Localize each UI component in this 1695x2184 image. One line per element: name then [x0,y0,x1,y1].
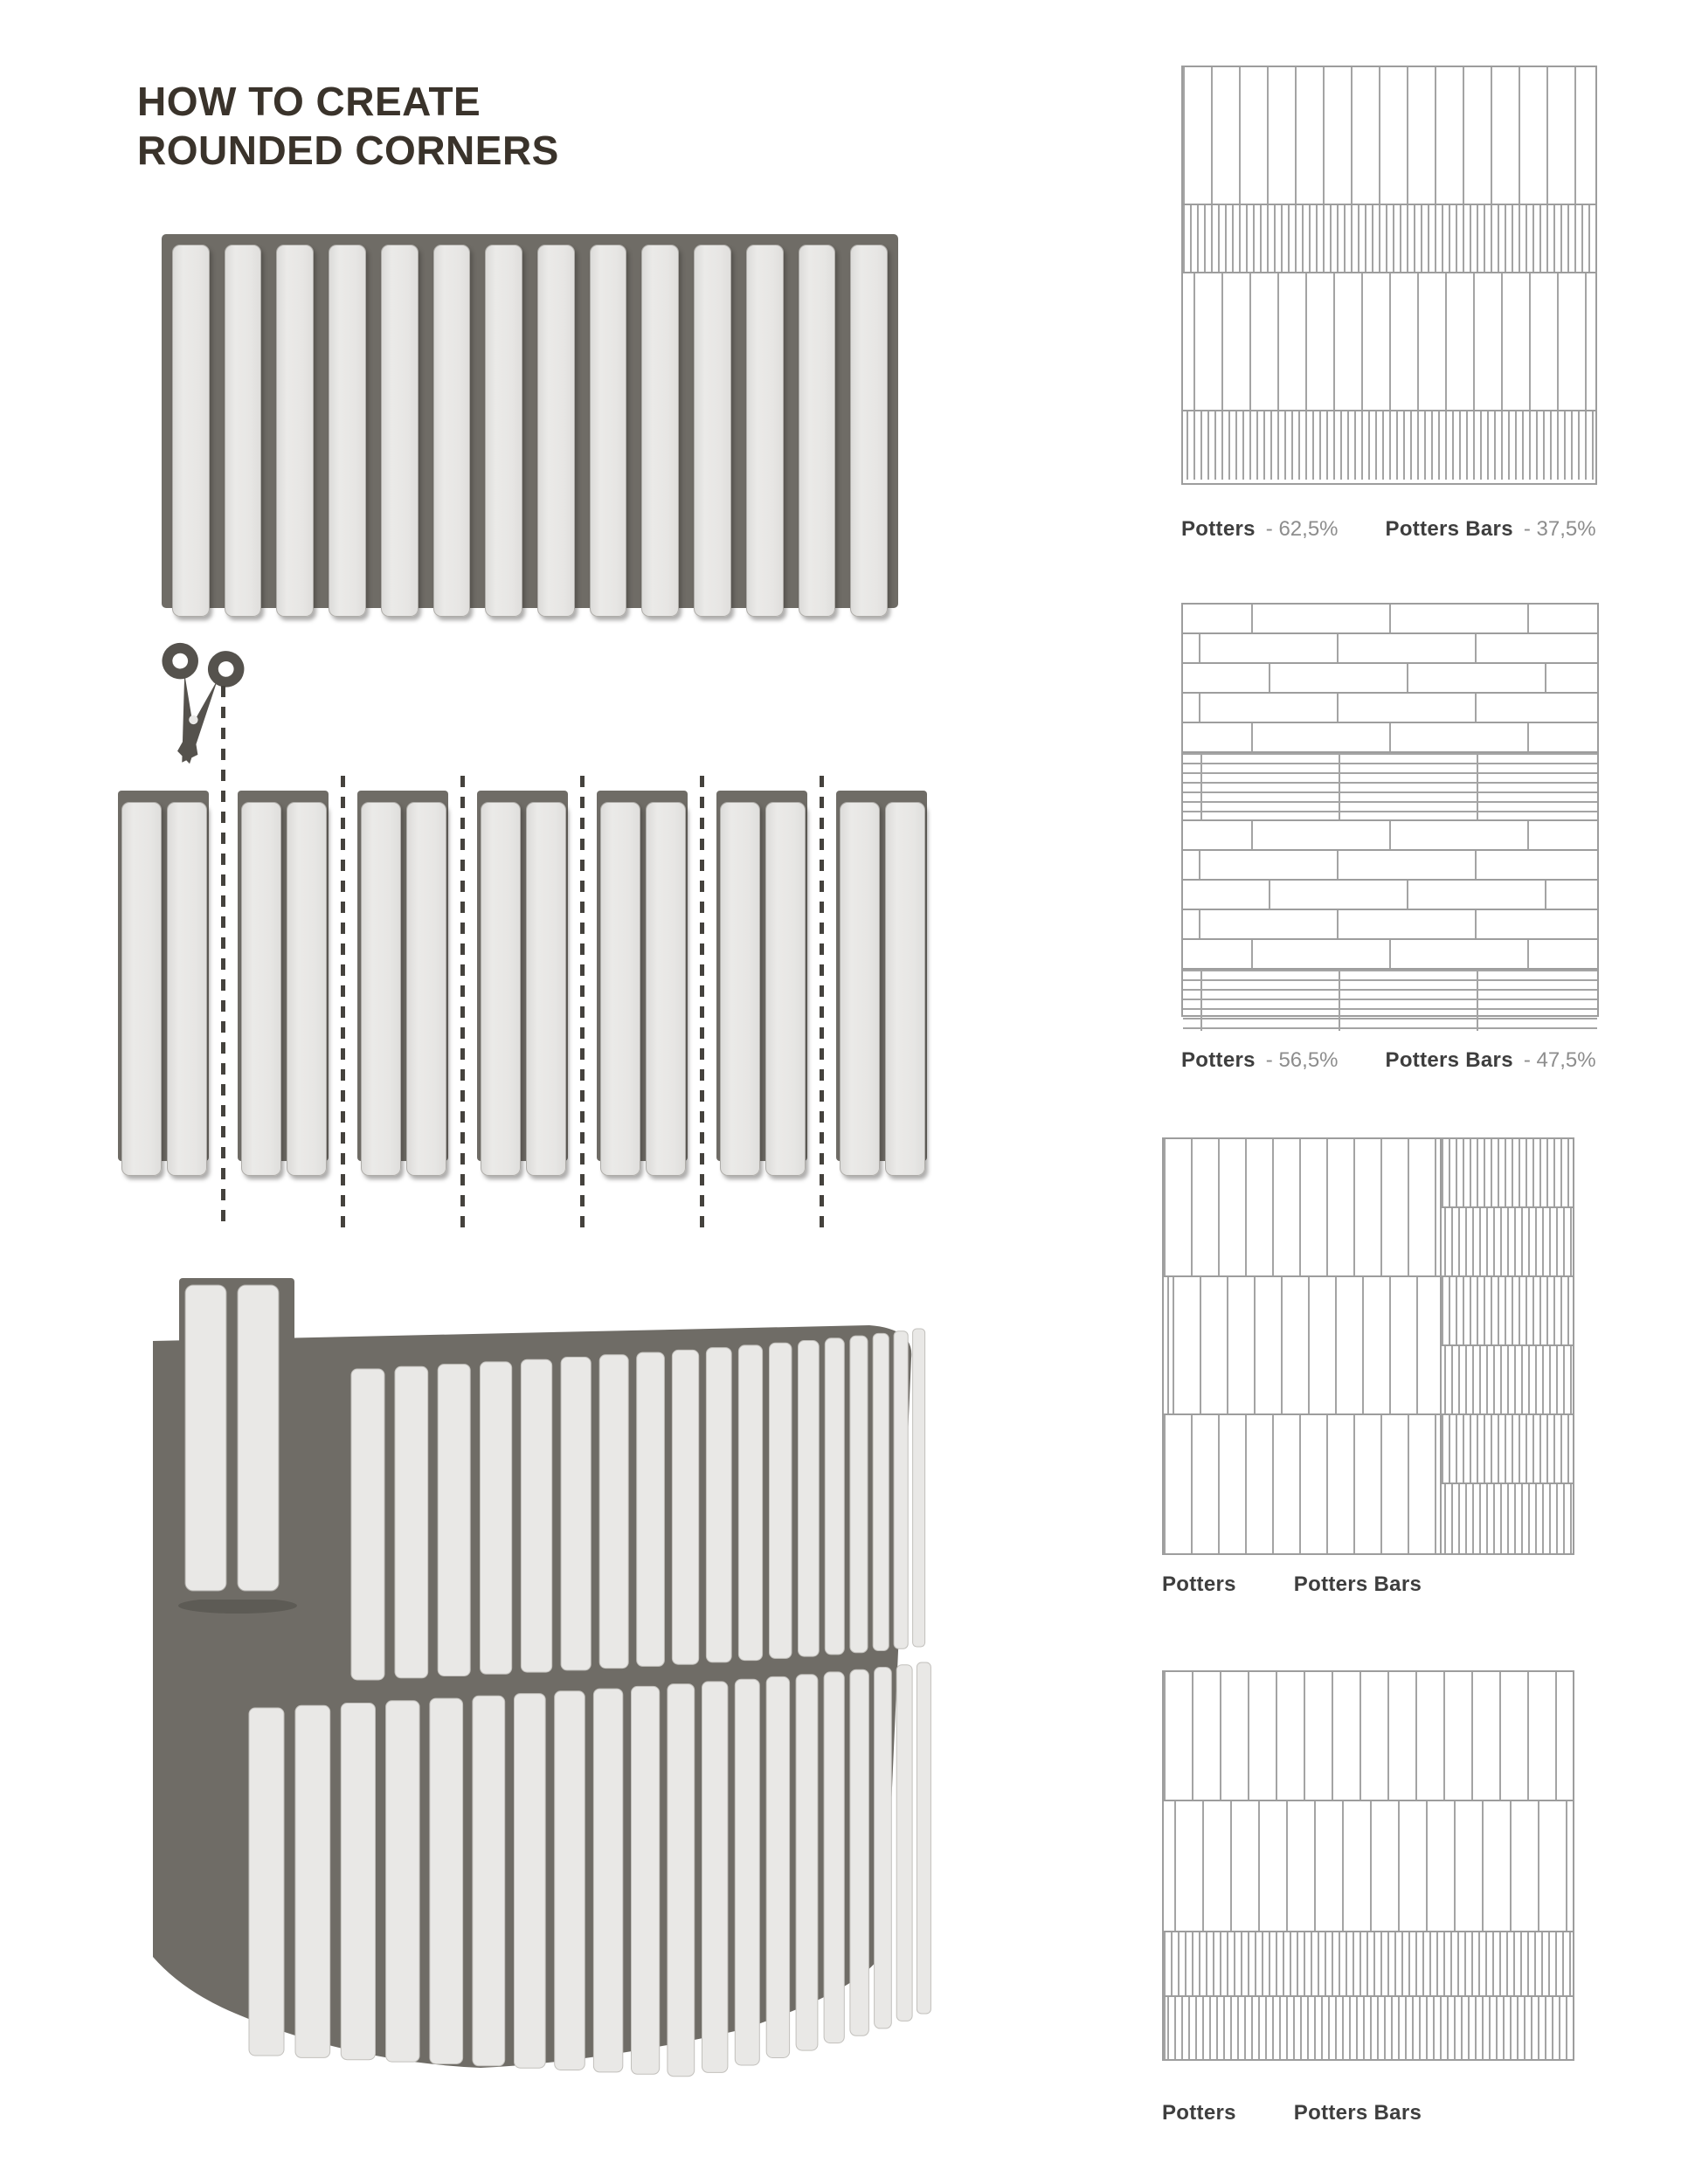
tile-pair [716,791,807,1161]
swatch-1-label-potters: Potters [1181,517,1256,541]
corner-tile [637,1352,665,1666]
potters-bars-band [1183,970,1597,1031]
tile-slat [172,245,210,617]
corner-tile [386,1701,420,2062]
step2-cut-row [118,791,927,1161]
swatch-4-label-potters-bars: Potters Bars [1293,2101,1422,2125]
cut-pair-being-placed [178,1278,297,1614]
corner-tile [894,1331,908,1649]
swatch-4-label-potters: Potters [1162,2101,1236,2125]
tile-slat [600,802,640,1176]
step3-rounded-corner-illustration [131,1271,935,2084]
tile-pair [597,791,688,1161]
tile-slat [537,245,575,617]
corner-tile [735,1679,759,2065]
corner-tile [766,1676,789,2057]
page-title-line2: ROUNDED CORNERS [137,128,559,174]
potters-bars-band [1183,753,1597,821]
tile-slat [590,245,627,617]
tile-slat [526,802,566,1176]
tile-pair [477,791,568,1161]
potters-bars-column [1440,1139,1573,1553]
potters-band [1164,1672,1573,1801]
corner-tile [796,1675,818,2050]
potters-brick-row [1183,851,1597,881]
corner-tile [825,1338,844,1655]
potters-brick-row [1183,821,1597,851]
potters-bars-band [1164,1932,1573,1997]
tile-slat [840,802,880,1176]
potters-bars-band [1183,205,1595,273]
corner-tile [561,1358,591,1670]
step1-tile-panel [162,234,898,608]
corner-tile [896,1665,912,2022]
potters-brick-row [1183,940,1597,970]
pattern-swatch-4 [1162,1670,1574,2061]
corner-tile [799,1341,820,1657]
swatch-3-label-potters: Potters [1162,1572,1236,1596]
swatch-2-value-potters: - 56,5% [1265,1048,1339,1072]
tile-pair [238,791,329,1161]
tile-slat [720,802,760,1176]
tile-slat [646,802,686,1176]
corner-tile [395,1366,428,1678]
tile-slat [433,245,471,617]
potters-column [1164,1139,1440,1553]
corner-tile [515,1694,546,2069]
corner-tile [351,1369,384,1680]
tile-slat [361,802,401,1176]
corner-tile [249,1708,284,2056]
swatch-2-label-potters-bars: Potters Bars [1385,1048,1513,1072]
tile-slat [850,245,888,617]
corner-tile [668,1684,695,2077]
tile-slat [276,245,314,617]
potters-bars-band [1183,411,1595,480]
corner-tile [599,1355,628,1669]
swatch-2-caption [1181,1048,1596,1073]
swatch-2-value-potters-bars: - 47,5% [1523,1048,1596,1072]
pattern-swatch-3 [1162,1137,1574,1555]
corner-tile [873,1333,889,1650]
potters-brick-row [1183,723,1597,753]
tile-slat [885,802,925,1176]
corner-tile [481,1362,512,1674]
tile-slat [287,802,327,1176]
corner-tile [875,1668,892,2028]
tile-slat [329,245,366,617]
corner-tile [593,1689,622,2072]
tile-slat [481,802,521,1176]
potters-band [1183,273,1595,411]
tile-slat [485,245,522,617]
potters-brick-row [1183,694,1597,723]
potters-bars-band [1164,1997,1573,2059]
potters-band [1183,67,1595,205]
pattern-swatch-2 [1181,603,1599,1017]
swatch-1-value-potters: - 62,5% [1265,517,1339,541]
swatch-3-label-potters-bars: Potters Bars [1293,1572,1422,1596]
tile-pair [118,791,209,1161]
corner-tile [913,1329,925,1647]
corner-tile [555,1691,585,2070]
potters-brick-row [1183,634,1597,664]
corner-tile [521,1359,551,1672]
corner-tile [295,1705,330,2057]
tile-slat [694,245,731,617]
tile-slat [225,245,262,617]
tile-slat [406,802,446,1176]
potters-band [1164,1801,1573,1932]
corner-tile [473,1696,505,2066]
corner-tile [738,1345,762,1661]
tile-slat [641,245,679,617]
corner-tile [430,1698,463,2063]
scissors-icon [129,640,259,778]
swatch-4-caption [1162,2101,1432,2125]
tile-slat [121,802,162,1176]
page-title-line1: HOW TO CREATE [137,79,481,124]
tile-pair [836,791,927,1161]
corner-tile [702,1682,728,2072]
corner-tile [672,1350,698,1664]
corner-tile [917,1662,931,2014]
pattern-swatch-1 [1181,66,1597,485]
potters-brick-row [1183,664,1597,694]
corner-tile [341,1704,375,2060]
corner-tile [824,1672,844,2043]
swatch-1-label-potters-bars: Potters Bars [1385,517,1513,541]
tile-slat [381,245,419,617]
tile-slat [241,802,281,1176]
tile-pair [357,791,448,1161]
potters-brick-row [1183,605,1597,634]
swatch-1-value-potters-bars: - 37,5% [1523,517,1596,541]
swatch-2-label-potters: Potters [1181,1048,1256,1072]
corner-tile [770,1343,792,1658]
corner-tile [850,1336,868,1653]
potters-brick-row [1183,881,1597,910]
corner-tile [632,1686,660,2074]
tile-slat [765,802,806,1176]
potters-brick-row [1183,910,1597,940]
page-title [137,77,559,175]
corner-tile [438,1365,470,1676]
tile-slat [799,245,836,617]
swatch-1-caption [1181,517,1596,542]
tile-slat [167,802,207,1176]
corner-tile [850,1669,869,2035]
tile-slat [746,245,784,617]
swatch-3-caption [1162,1572,1432,1597]
corner-tile [706,1348,731,1662]
